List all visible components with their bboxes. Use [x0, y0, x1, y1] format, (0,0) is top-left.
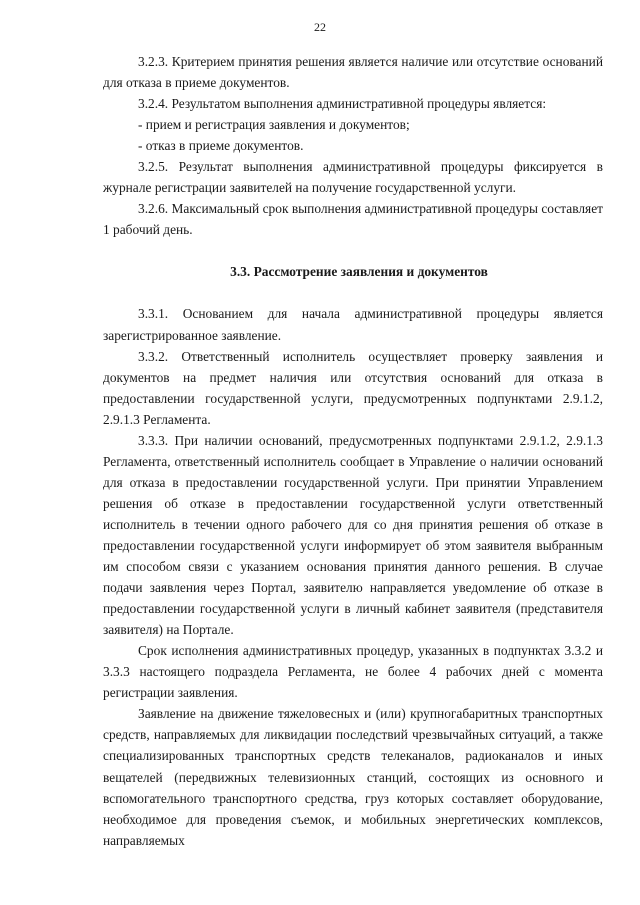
paragraph-3-2-3: 3.2.3. Критерием принятия решения является наличие или отсутствие оснований для отказа в приеме документов. [103, 54, 603, 91]
section-heading: 3.3. Рассмотрение заявления и документов [230, 264, 488, 280]
list-item-accept: - прием и регистрация заявления и документов; [138, 117, 410, 133]
paragraph-heavy-vehicles: Заявление на движение тяжеловесных и (или) крупногабаритных транспортных средств, направляемых для ликвидации последствий чрезвычайных ситуаций, а также специализированных транспортных средств телеканалов, радиоканалов и иных вещателей (передвижных телевизионных станций, состоящих из основного и вспомогательного транспортного средства, груз которых составляет оборудование, необходимое для проведения съемок, и мобильных энергетических комплексов, направляемых [103, 706, 603, 848]
paragraph-deadline: Срок исполнения административных процедур, указанных в подпунктах 3.3.2 и 3.3.3 настоящего подраздела Регламента, не более 4 рабочих дней с момента регистрации заявления. [103, 643, 603, 701]
paragraph-3-2-6: 3.2.6. Максимальный срок выполнения административной процедуры составляет 1 рабочий день. [103, 201, 603, 238]
paragraph-3-3-3: 3.3.3. При наличии оснований, предусмотренных подпунктами 2.9.1.2, 2.9.1.3 Регламента, ответственный исполнитель сообщает в Управление о наличии оснований для отказа в предоставлении государственной услуги. При принятии Управлением решения об отказе в предоставлении государственной услуги ответственный исполнитель в течении одного рабочего для со дня принятия решения об отказе в предоставлении государственной услуги информирует об этом заявителя выбранным им способом связи с указанием основания принятия данного решения. В случае подачи заявления через Портал, заявителю направляется уведомление об отказе в предоставлении государственной услуги в личный кабинет заявителя (представителя заявителя) на Портале. [103, 432, 603, 638]
document-body [103, 51, 603, 851]
paragraph-3-2-4: 3.2.4. Результатом выполнения административной процедуры является: [138, 96, 547, 112]
paragraph-3-3-1: 3.3.1. Основанием для начала административной процедуры является зарегистрированное заявление. [103, 306, 603, 343]
paragraph-3-3-2: 3.3.2. Ответственный исполнитель осуществляет проверку заявления и документов на предмет наличия или отсутствия оснований для отказа в предоставлении государственной услуги, предусмотренных подпунктами 2.9.1.2, 2.9.1.3 Регламента. [103, 348, 603, 427]
list-item-refuse: - отказ в приеме документов. [138, 138, 304, 154]
paragraph-3-2-5: 3.2.5. Результат выполнения административной процедуры фиксируется в журнале регистрации заявителей на получение государственной услуги. [103, 159, 603, 196]
page-number: 22 [314, 20, 326, 34]
